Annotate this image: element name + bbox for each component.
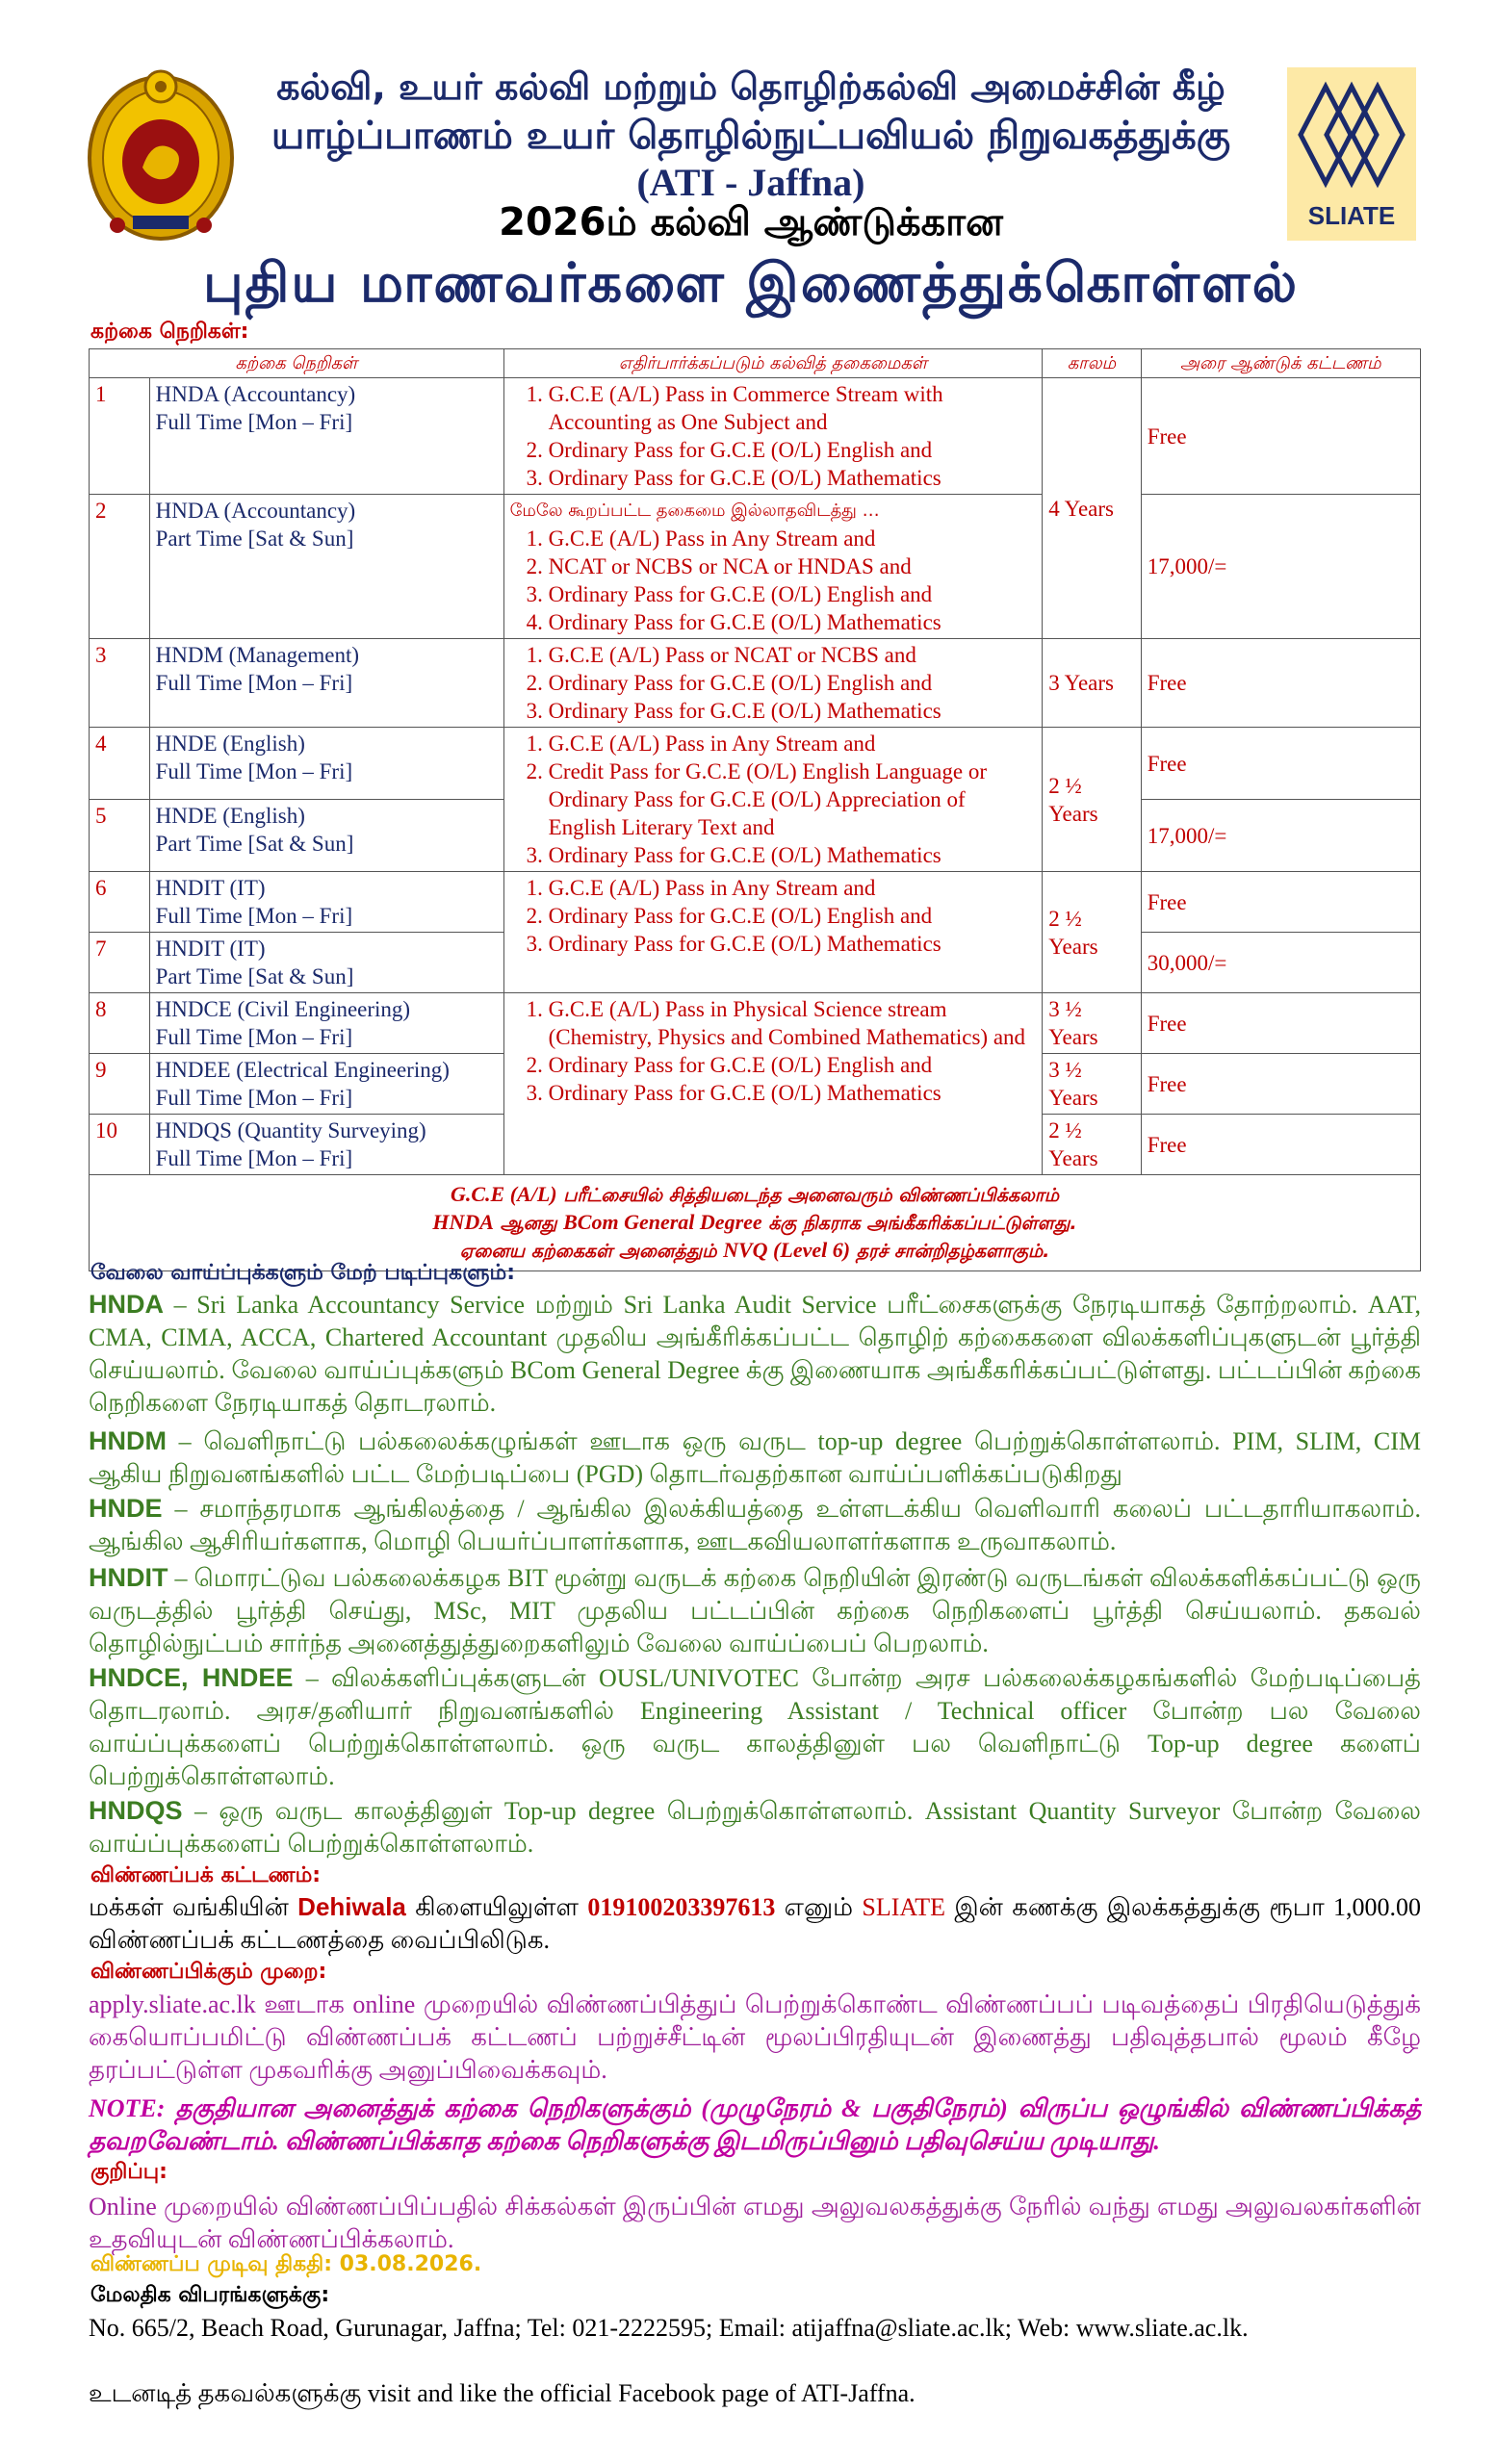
list-item: 3. Ordinary Pass for G.C.E (O/L) Mathematics bbox=[549, 464, 1037, 492]
duration-cell: 4 Years bbox=[1043, 378, 1141, 639]
course-mode: Full Time [Mon – Fri] bbox=[155, 1146, 353, 1170]
footer-line-2 bbox=[90, 1209, 1420, 1237]
remark-online: Online bbox=[89, 2193, 157, 2220]
course-name: HNDA (Accountancy) bbox=[155, 499, 356, 523]
course-name: HNDCE (Civil Engineering) bbox=[155, 997, 411, 1021]
row-number: 7 bbox=[90, 933, 150, 993]
deadline: விண்ணப்ப முடிவு திகதி: 03.08.2026. bbox=[90, 2252, 482, 2276]
row-number: 10 bbox=[90, 1115, 150, 1175]
qualification-cell bbox=[503, 378, 1043, 495]
apply-link[interactable]: apply.sliate.ac.lk bbox=[89, 1990, 256, 2018]
paragraph-text: – மொரட்டுவ பல்கலைக்கழக BIT மூன்று வருடக் கற்கை நெறியின் இரண்டு வருடங்கள் விலக்களிக்கப்பட்டு ஒரு வருடத்தில் பூர்த்தி செய்து, MSc, MIT முதலிய பட்டப்பின் கற்கை நெறிகளைப் பூர்த்தி செய்யலாம். தகவல் தொழில்நுட்பம் சார்ந்த அனைத்துத்துறைகளிலும் வேலை வாய்ப்பைப் பெறலாம். bbox=[89, 1564, 1421, 1657]
course-name: HNDIT (IT) bbox=[155, 937, 266, 961]
course-cell bbox=[149, 872, 503, 933]
row-number: 6 bbox=[90, 872, 150, 933]
method-heading: விண்ணப்பிக்கும் முறை: bbox=[90, 1960, 327, 1984]
header bbox=[0, 0, 1496, 318]
note-text: தகுதியான அனைத்துக் கற்கை நெறிகளுக்கும் (முழுநேரம் & பகுதிநேரம்) விருப்ப ஒழுங்கில் விண்ணப்பிக்கத் தவறவேண்டாம். விண்ணப்பிக்காத கற்கை நெறிகளுக்கு இடமிருப்பினும் பதிவுசெய்ய முடியாது. bbox=[89, 2094, 1421, 2155]
jobs-heading: வேலை வாய்ப்புக்களும் மேற் படிப்புகளும்: bbox=[90, 1261, 515, 1285]
ministry-line: கல்வி, உயர் கல்வி மற்றும் தொழிற்கல்வி அமைச்சின் கீழ் bbox=[276, 65, 1225, 108]
qualification-cell bbox=[503, 872, 1043, 993]
contact-address: No. 665/2, Beach Road, Gurunagar, Jaffna; Tel: 021-2222595; Email: atijaffna@sliate.ac.lk; Web: www.sliate.ac.lk. bbox=[89, 2314, 1249, 2342]
course-name: HNDE (English) bbox=[155, 732, 305, 756]
fee-cell: Free bbox=[1141, 1054, 1420, 1115]
course-cell bbox=[149, 639, 503, 728]
footer-text: G.C.E (A/L) bbox=[450, 1182, 557, 1206]
course-cell bbox=[149, 1115, 503, 1175]
remark-heading: குறிப்பு: bbox=[90, 2160, 168, 2184]
table-row bbox=[90, 495, 1421, 639]
table-footer-row bbox=[90, 1175, 1421, 1271]
remark-text: முறையில் விண்ணப்பிப்பதில் சிக்கல்கள் இருப்பின் எமது அலுவலகத்துக்கு நேரில் வந்து எமது அலுவலகர்களின் உதவியுடன் விண்ணப்பிக்கலாம். bbox=[89, 2193, 1421, 2253]
fee-cell: 30,000/= bbox=[1141, 933, 1420, 993]
fee-cell: Free bbox=[1141, 993, 1420, 1054]
table-row bbox=[90, 639, 1421, 728]
table-header-row bbox=[90, 349, 1421, 378]
row-number: 9 bbox=[90, 1054, 150, 1115]
qualification-cell bbox=[503, 993, 1043, 1175]
duration-cell: 3 ½ Years bbox=[1043, 993, 1141, 1054]
col-course: கற்கை நெறிகள் bbox=[90, 349, 504, 378]
list-item: 3. Ordinary Pass for G.C.E (O/L) Mathematics bbox=[549, 930, 1037, 958]
course-mode: Full Time [Mon – Fri] bbox=[155, 759, 353, 783]
footer-text: பரீட்சையில் சித்தியடைந்த அனைவரும் விண்ணப்பிக்கலாம் bbox=[556, 1185, 1060, 1206]
remark-paragraph bbox=[89, 2191, 1421, 2256]
qualification-cell bbox=[503, 728, 1043, 872]
hndqs-paragraph bbox=[89, 1794, 1421, 1861]
fee-cell: Free bbox=[1141, 728, 1420, 800]
hndit-paragraph bbox=[89, 1561, 1421, 1660]
list-item: 1. G.C.E (A/L) Pass or NCAT or NCBS and bbox=[549, 641, 1037, 669]
fee-cell: Free bbox=[1141, 872, 1420, 933]
table-footer bbox=[90, 1175, 1421, 1271]
fee-cell: Free bbox=[1141, 639, 1420, 728]
list-item: 1. G.C.E (A/L) Pass in Any Stream and bbox=[549, 525, 1037, 552]
qualification-cell bbox=[503, 639, 1043, 728]
course-cell bbox=[149, 933, 503, 993]
institute-line: யாழ்ப்பாணம் உயர் தொழில்நுட்பவியல் நிறுவகத்துக்கு bbox=[271, 114, 1231, 158]
row-number: 2 bbox=[90, 495, 150, 639]
paragraph-text: – சமாந்தரமாக ஆங்கிலத்தை / ஆங்கில இலக்கியத்தை உள்ளடக்கிய வெளிவாரி கலைப் பட்டதாரியாகலாம். ஆங்கில ஆசிரியர்களாக, மொழி பெயர்ப்பாளர்களாக, ஊடகவியலாளர்களாக உருவாகலாம். bbox=[89, 1495, 1421, 1555]
hndm-paragraph bbox=[89, 1424, 1421, 1491]
course-mode: Part Time [Sat & Sun] bbox=[155, 832, 354, 856]
paragraph-label: HNDCE, HNDEE bbox=[89, 1663, 294, 1692]
duration-cell: 2 ½ Years bbox=[1043, 728, 1141, 872]
table-row bbox=[90, 728, 1421, 800]
footer-text: ஏனைய கற்கைகள் அனைத்தும் bbox=[459, 1241, 724, 1262]
paragraph-label: HNDE bbox=[89, 1494, 163, 1523]
method-text: ஊடாக bbox=[255, 1990, 353, 2018]
paragraph-text: – வெளிநாட்டு பல்கலைக்கழுங்கள் ஊடாக ஒரு வருட top-up degree பெற்றுக்கொள்ளலாம். PIM, SLIM, CIM ஆகிய நிறுவனங்களில் பட்ட மேற்படிப்பை (PGD) தொடர்வதற்கான வாய்ப்பளிக்கப்படுகிறது bbox=[89, 1427, 1421, 1488]
contact-heading: மேலதிக விபரங்களுக்கு: bbox=[90, 2283, 330, 2307]
list-item: 1. G.C.E (A/L) Pass in Any Stream and bbox=[549, 874, 1037, 902]
row-number: 1 bbox=[90, 378, 150, 495]
table-row bbox=[90, 378, 1421, 495]
paragraph-text: – Sri Lanka Accountancy Service மற்றும் Sri Lanka Audit Service பரீட்சைகளுக்கு நேரடியாகத் தோற்றலாம். AAT, CMA, CIMA, ACCA, Chartered Accountant முதலிய அங்கீரிக்கப்பட்ட தொழிற் கற்கைகளை விலக்களிப்புகளுடன் பூர்த்தி செய்யலாம். வேலை வாய்ப்புக்களும் BCom General Degree க்கு இணையாக அங்கீகரிக்கப்பட்டுள்ளது. பட்டப்பின் கற்கை நெறிகளை நேரடியாகத் தொடரலாம். bbox=[89, 1291, 1421, 1417]
fee-paragraph bbox=[89, 1890, 1421, 1957]
list-item: 2. Ordinary Pass for G.C.E (O/L) English and bbox=[549, 669, 1037, 697]
fee-cell: Free bbox=[1141, 378, 1420, 495]
col-duration: காலம் bbox=[1043, 349, 1141, 378]
qualification-list bbox=[510, 525, 1037, 636]
logo-text: SLIATE bbox=[1307, 201, 1396, 230]
course-mode: Full Time [Mon – Fri] bbox=[155, 410, 353, 434]
row-number: 8 bbox=[90, 993, 150, 1054]
course-name: HNDQS (Quantity Surveying) bbox=[155, 1118, 426, 1142]
account-holder: SLIATE bbox=[862, 1893, 946, 1921]
table-row bbox=[90, 993, 1421, 1054]
duration-cell: 2 ½ Years bbox=[1043, 1115, 1141, 1175]
facebook-line bbox=[89, 2377, 1421, 2410]
col-qualifications: எதிர்பார்க்கப்படும் கல்வித் தகைமைகள் bbox=[503, 349, 1043, 378]
footer-text: தரச் சான்றிதழ்களாகும். bbox=[850, 1241, 1050, 1262]
method-text: முறையில் விண்ணப்பித்துப் பெற்றுக்கொண்ட விண்ணப்பப் படிவத்தைப் பிரதியெடுத்துக் கையொப்பமிட்டு விண்ணப்பக் கட்டணப் பற்றுச்சீட்டின் மூலப்பிரதியுடன் இணைத்து பதிவுத்தபால் மூலம் கீழே தரப்பட்டுள்ள முகவரிக்கு அனுப்பிவைக்கவும். bbox=[89, 1990, 1421, 2084]
duration-cell: 3 ½ Years bbox=[1043, 1054, 1141, 1115]
facebook-text: visit and like the official Facebook page of ATI-Jaffna. bbox=[367, 2379, 916, 2407]
list-item: 1. G.C.E (A/L) Pass in Physical Science stream (Chemistry, Physics and Combined Mathematics) and bbox=[549, 995, 1037, 1051]
qualification-list bbox=[510, 874, 1037, 958]
courses-table bbox=[89, 348, 1421, 1271]
course-mode: Full Time [Mon – Fri] bbox=[155, 1025, 353, 1049]
table-row bbox=[90, 872, 1421, 933]
list-item: 1. G.C.E (A/L) Pass in Commerce Stream with Accounting as One Subject and bbox=[549, 380, 1037, 436]
list-item: 3. Ordinary Pass for G.C.E (O/L) English and bbox=[549, 580, 1037, 608]
fee-cell: Free bbox=[1141, 1115, 1420, 1175]
fee-cell: 17,000/= bbox=[1141, 800, 1420, 872]
fee-text: எனும் bbox=[775, 1893, 863, 1921]
note-label: NOTE: bbox=[89, 2094, 166, 2122]
paragraph-text: – விலக்களிப்புக்களுடன் OUSL/UNIVOTEC போன்ற அரச பல்கலைக்கழகங்களில் மேற்படிப்பைத் தொடரலாம். அரச/தனியார் நிறுவனங்களில் Engineering Assistant / Technical officer போன்ற பல வேலை வாய்ப்புக்களைப் பெற்றுக்கொள்ளலாம். ஒரு வருட காலத்தினுள் பல வெளிநாட்டு Top-up degree களைப் பெற்றுக்கொள்ளலாம். bbox=[89, 1664, 1421, 1790]
courses-heading: கற்கை நெறிகள்: bbox=[90, 320, 249, 344]
duration-cell: 2 ½ Years bbox=[1043, 872, 1141, 993]
institute-abbrev: (ATI - Jaffna) bbox=[636, 161, 865, 204]
note-paragraph bbox=[89, 2092, 1421, 2158]
list-item: 2. Ordinary Pass for G.C.E (O/L) English and bbox=[549, 1051, 1037, 1079]
sliate-diamond-logo-icon bbox=[1287, 67, 1416, 202]
qualification-list bbox=[510, 380, 1037, 492]
list-item: 1. G.C.E (A/L) Pass in Any Stream and bbox=[549, 730, 1037, 757]
course-name: HNDIT (IT) bbox=[155, 876, 266, 900]
list-item: 2. Ordinary Pass for G.C.E (O/L) English and bbox=[549, 436, 1037, 464]
page-title: புதிய மாணவர்களை இணைத்துக்கொள்ளல் bbox=[202, 252, 1300, 315]
fee-text: கிளையிலுள்ள bbox=[405, 1893, 588, 1921]
hndce-paragraph bbox=[89, 1661, 1421, 1793]
course-cell bbox=[149, 800, 503, 872]
footer-line-1 bbox=[90, 1181, 1420, 1209]
paragraph-text: – ஒரு வருட காலத்தினுள் Top-up degree பெற்றுக்கொள்ளலாம். Assistant Quantity Surveyor போன்ற வேலை வாய்ப்புக்களைப் பெற்றுக்கொள்ளலாம். bbox=[89, 1797, 1421, 1858]
course-mode: Full Time [Mon – Fri] bbox=[155, 904, 353, 928]
row-number: 4 bbox=[90, 728, 150, 800]
qualification-list bbox=[510, 995, 1037, 1107]
account-number: 019100203397613 bbox=[587, 1893, 776, 1921]
list-item: 2. NCAT or NCBS or NCA or HNDAS and bbox=[549, 552, 1037, 580]
fee-text: இன் கணக்கு இலக்கத்துக்கு ரூபா 1,000.00 விண்ணப்பக் கட்டணத்தை வைப்பிலிடுக. bbox=[89, 1893, 1422, 1954]
sliate-logo bbox=[1287, 67, 1416, 241]
course-mode: Full Time [Mon – Fri] bbox=[155, 1086, 353, 1110]
qualification-prefix: மேலே கூறப்பட்ட தகைமை இல்லாதவிடத்து … bbox=[509, 500, 880, 521]
sri-lanka-emblem-icon bbox=[85, 62, 237, 244]
col-fee: அரை ஆண்டுக் கட்டணம் bbox=[1141, 349, 1420, 378]
course-cell bbox=[149, 993, 503, 1054]
course-cell bbox=[149, 728, 503, 800]
course-cell bbox=[149, 1054, 503, 1115]
academic-year-line: 2026ம் கல்வி ஆண்டுக்கான bbox=[499, 200, 1003, 244]
qualification-cell bbox=[503, 495, 1043, 639]
paragraph-label: HNDQS bbox=[89, 1796, 183, 1825]
bank-branch: Dehiwala bbox=[297, 1892, 406, 1921]
list-item: 4. Ordinary Pass for G.C.E (O/L) Mathematics bbox=[549, 608, 1037, 636]
method-online: online bbox=[352, 1990, 416, 2018]
row-number: 3 bbox=[90, 639, 150, 728]
list-item: 2. Ordinary Pass for G.C.E (O/L) English and bbox=[549, 902, 1037, 930]
course-cell bbox=[149, 495, 503, 639]
course-cell bbox=[149, 378, 503, 495]
course-mode: Part Time [Sat & Sun] bbox=[155, 964, 354, 988]
qualification-list bbox=[510, 730, 1037, 869]
paragraph-label: HNDM bbox=[89, 1426, 167, 1455]
fee-cell: 17,000/= bbox=[1141, 495, 1420, 639]
paragraph-label: HNDA bbox=[89, 1290, 164, 1319]
footer-text: க்கு நிகராக அங்கீகரிக்கப்பட்டுள்ளது. bbox=[761, 1213, 1077, 1234]
fee-text: மக்கள் வங்கியின் bbox=[89, 1893, 298, 1921]
fee-heading: விண்ணப்பக் கட்டணம்: bbox=[90, 1863, 322, 1887]
footer-text: HNDA bbox=[432, 1210, 494, 1234]
row-number: 5 bbox=[90, 800, 150, 872]
course-mode: Full Time [Mon – Fri] bbox=[155, 671, 353, 695]
footer-text: NVQ (Level 6) bbox=[723, 1238, 851, 1262]
facebook-text: உடனடித் தகவல்களுக்கு bbox=[89, 2379, 368, 2407]
method-paragraph bbox=[89, 1989, 1421, 2087]
course-name: HNDA (Accountancy) bbox=[155, 382, 356, 406]
list-item: 3. Ordinary Pass for G.C.E (O/L) Mathematics bbox=[549, 1079, 1037, 1107]
duration-cell: 3 Years bbox=[1043, 639, 1141, 728]
qualification-list bbox=[510, 641, 1037, 725]
course-mode: Part Time [Sat & Sun] bbox=[155, 526, 354, 551]
footer-text: BCom General Degree bbox=[563, 1210, 762, 1234]
hnde-paragraph bbox=[89, 1492, 1421, 1558]
list-item: 3. Ordinary Pass for G.C.E (O/L) Mathematics bbox=[549, 841, 1037, 869]
paragraph-label: HNDIT bbox=[89, 1563, 168, 1592]
list-item: 3. Ordinary Pass for G.C.E (O/L) Mathematics bbox=[549, 697, 1037, 725]
course-name: HNDE (English) bbox=[155, 804, 305, 828]
hnda-paragraph bbox=[89, 1288, 1421, 1420]
course-name: HNDEE (Electrical Engineering) bbox=[155, 1058, 450, 1082]
course-name: HNDM (Management) bbox=[155, 643, 360, 667]
footer-text: ஆனது bbox=[493, 1213, 564, 1234]
list-item: 2. Credit Pass for G.C.E (O/L) English Language or Ordinary Pass for G.C.E (O/L) Appreciation of English Literary Text and bbox=[549, 757, 1037, 841]
